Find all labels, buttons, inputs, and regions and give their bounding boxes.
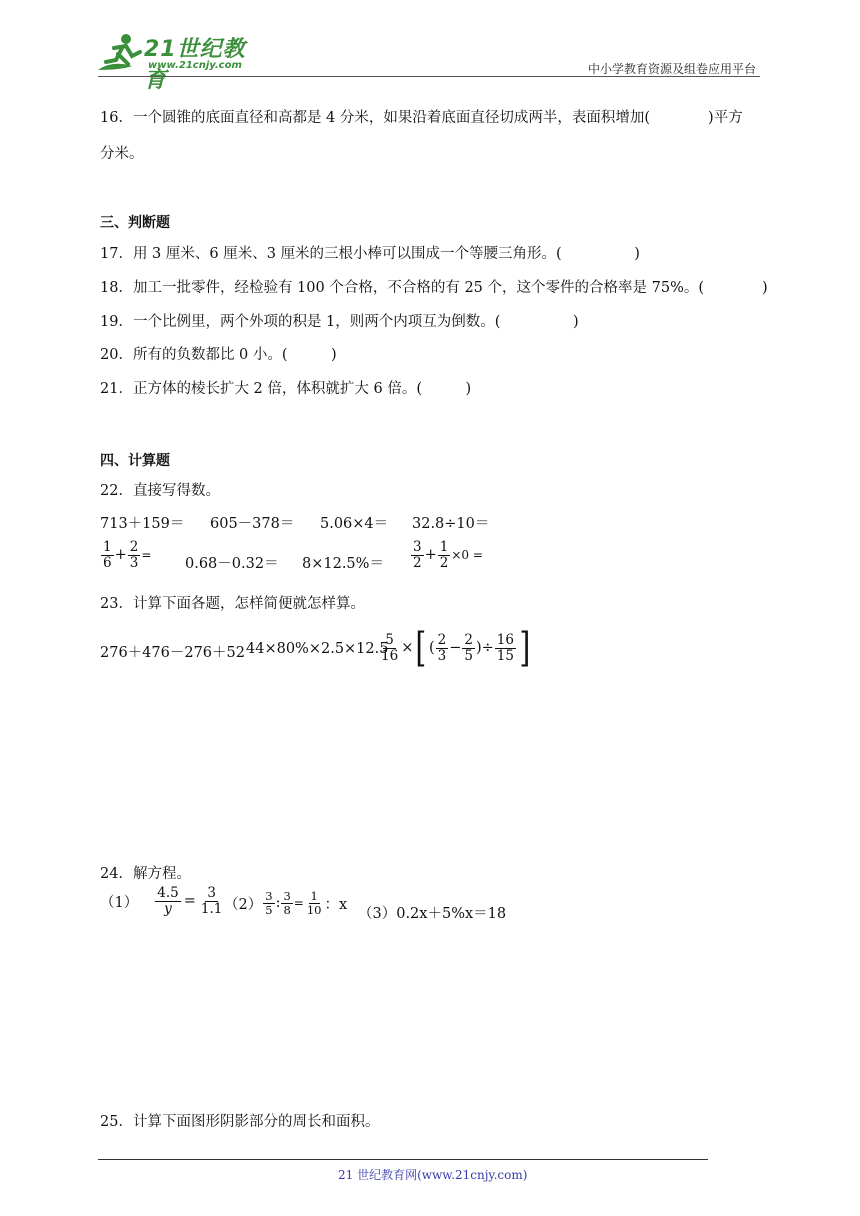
platform-title: 中小学教育资源及组卷应用平台 xyxy=(587,62,756,76)
q22-item-2: 605－378＝ xyxy=(210,516,295,532)
q24-part-1: （1） $\frac{4.5}{y}$ = $\frac{3}{1.1}$ xyxy=(100,885,223,917)
q24-part-3: （3）0.2x＋5%x＝18 xyxy=(358,906,507,922)
q22-item-4: 32.8÷10＝ xyxy=(412,516,490,532)
q23-expr-3: $\frac{5}{16}$ × [ ( $\frac{2}{3}$ − $\frac{2}{5}$ ) ÷ $\frac{16}{15}$ ] xyxy=(381,625,531,671)
q22-item-7: 8×12.5%＝ xyxy=(302,556,384,572)
question-17: 17．用 3 厘米、6 厘米、3 厘米的三根小棒可以围成一个等腰三角形。( ) xyxy=(100,246,640,262)
footer-link[interactable]: 21 世纪教育网(www.21cnjy.com) xyxy=(338,1168,528,1182)
section-calculation-title: 四、计算题 xyxy=(100,453,170,469)
question-24-title: 24．解方程。 xyxy=(100,866,191,882)
q23-expr-2: 44×80%×2.5×12.5 xyxy=(246,641,389,657)
section-judgement-title: 三、判断题 xyxy=(100,215,170,231)
question-20: 20．所有的负数都比 0 小。( ) xyxy=(100,347,337,363)
question-21: 21．正方体的棱长扩大 2 倍，体积就扩大 6 倍。( ) xyxy=(100,381,472,397)
q24-part-2: （2） $\frac{3}{5}$ : $\frac{3}{8}$ = $\frac{1}{10}$ ：x xyxy=(224,889,348,917)
question-25-title: 25．计算下面图形阴影部分的周长和面积。 xyxy=(100,1114,380,1130)
q22-item-5: $\frac{1}{6}$ + $\frac{2}{3}$ = xyxy=(103,539,152,571)
q23-expr-1: 276＋476－276＋52 xyxy=(100,645,245,661)
footer-divider xyxy=(98,1159,708,1160)
q22-item-8: $\frac{3}{2}$ + $\frac{1}{2}$ ×0 = xyxy=(413,539,483,571)
question-18: 18．加工一批零件，经检验有 100 个合格，不合格的有 25 个，这个零件的合格率是 75%。( ) xyxy=(100,280,768,296)
q22-item-1: 713＋159＝ xyxy=(100,516,185,532)
question-16-line1: 16．一个圆锥的底面直径和高都是 4 分米，如果沿着底面直径切成两半，表面积增加( )平方 xyxy=(100,110,743,126)
q22-item-3: 5.06×4＝ xyxy=(320,516,389,532)
question-22-title: 22．直接写得数。 xyxy=(100,483,220,499)
site-logo xyxy=(92,30,262,93)
question-16-line2: 分米。 xyxy=(100,146,144,162)
header-divider xyxy=(98,76,760,77)
logo-title: 21世纪教育 xyxy=(144,37,246,93)
question-19: 19．一个比例里，两个外项的积是 1，则两个内项互为倒数。( ) xyxy=(100,314,579,330)
logo-url: www.21cnjy.com xyxy=(148,60,242,71)
q22-item-6: 0.68－0.32＝ xyxy=(185,556,279,572)
question-23-title: 23．计算下面各题，怎样简便就怎样算。 xyxy=(100,596,365,612)
runner-logo-icon xyxy=(92,30,148,76)
